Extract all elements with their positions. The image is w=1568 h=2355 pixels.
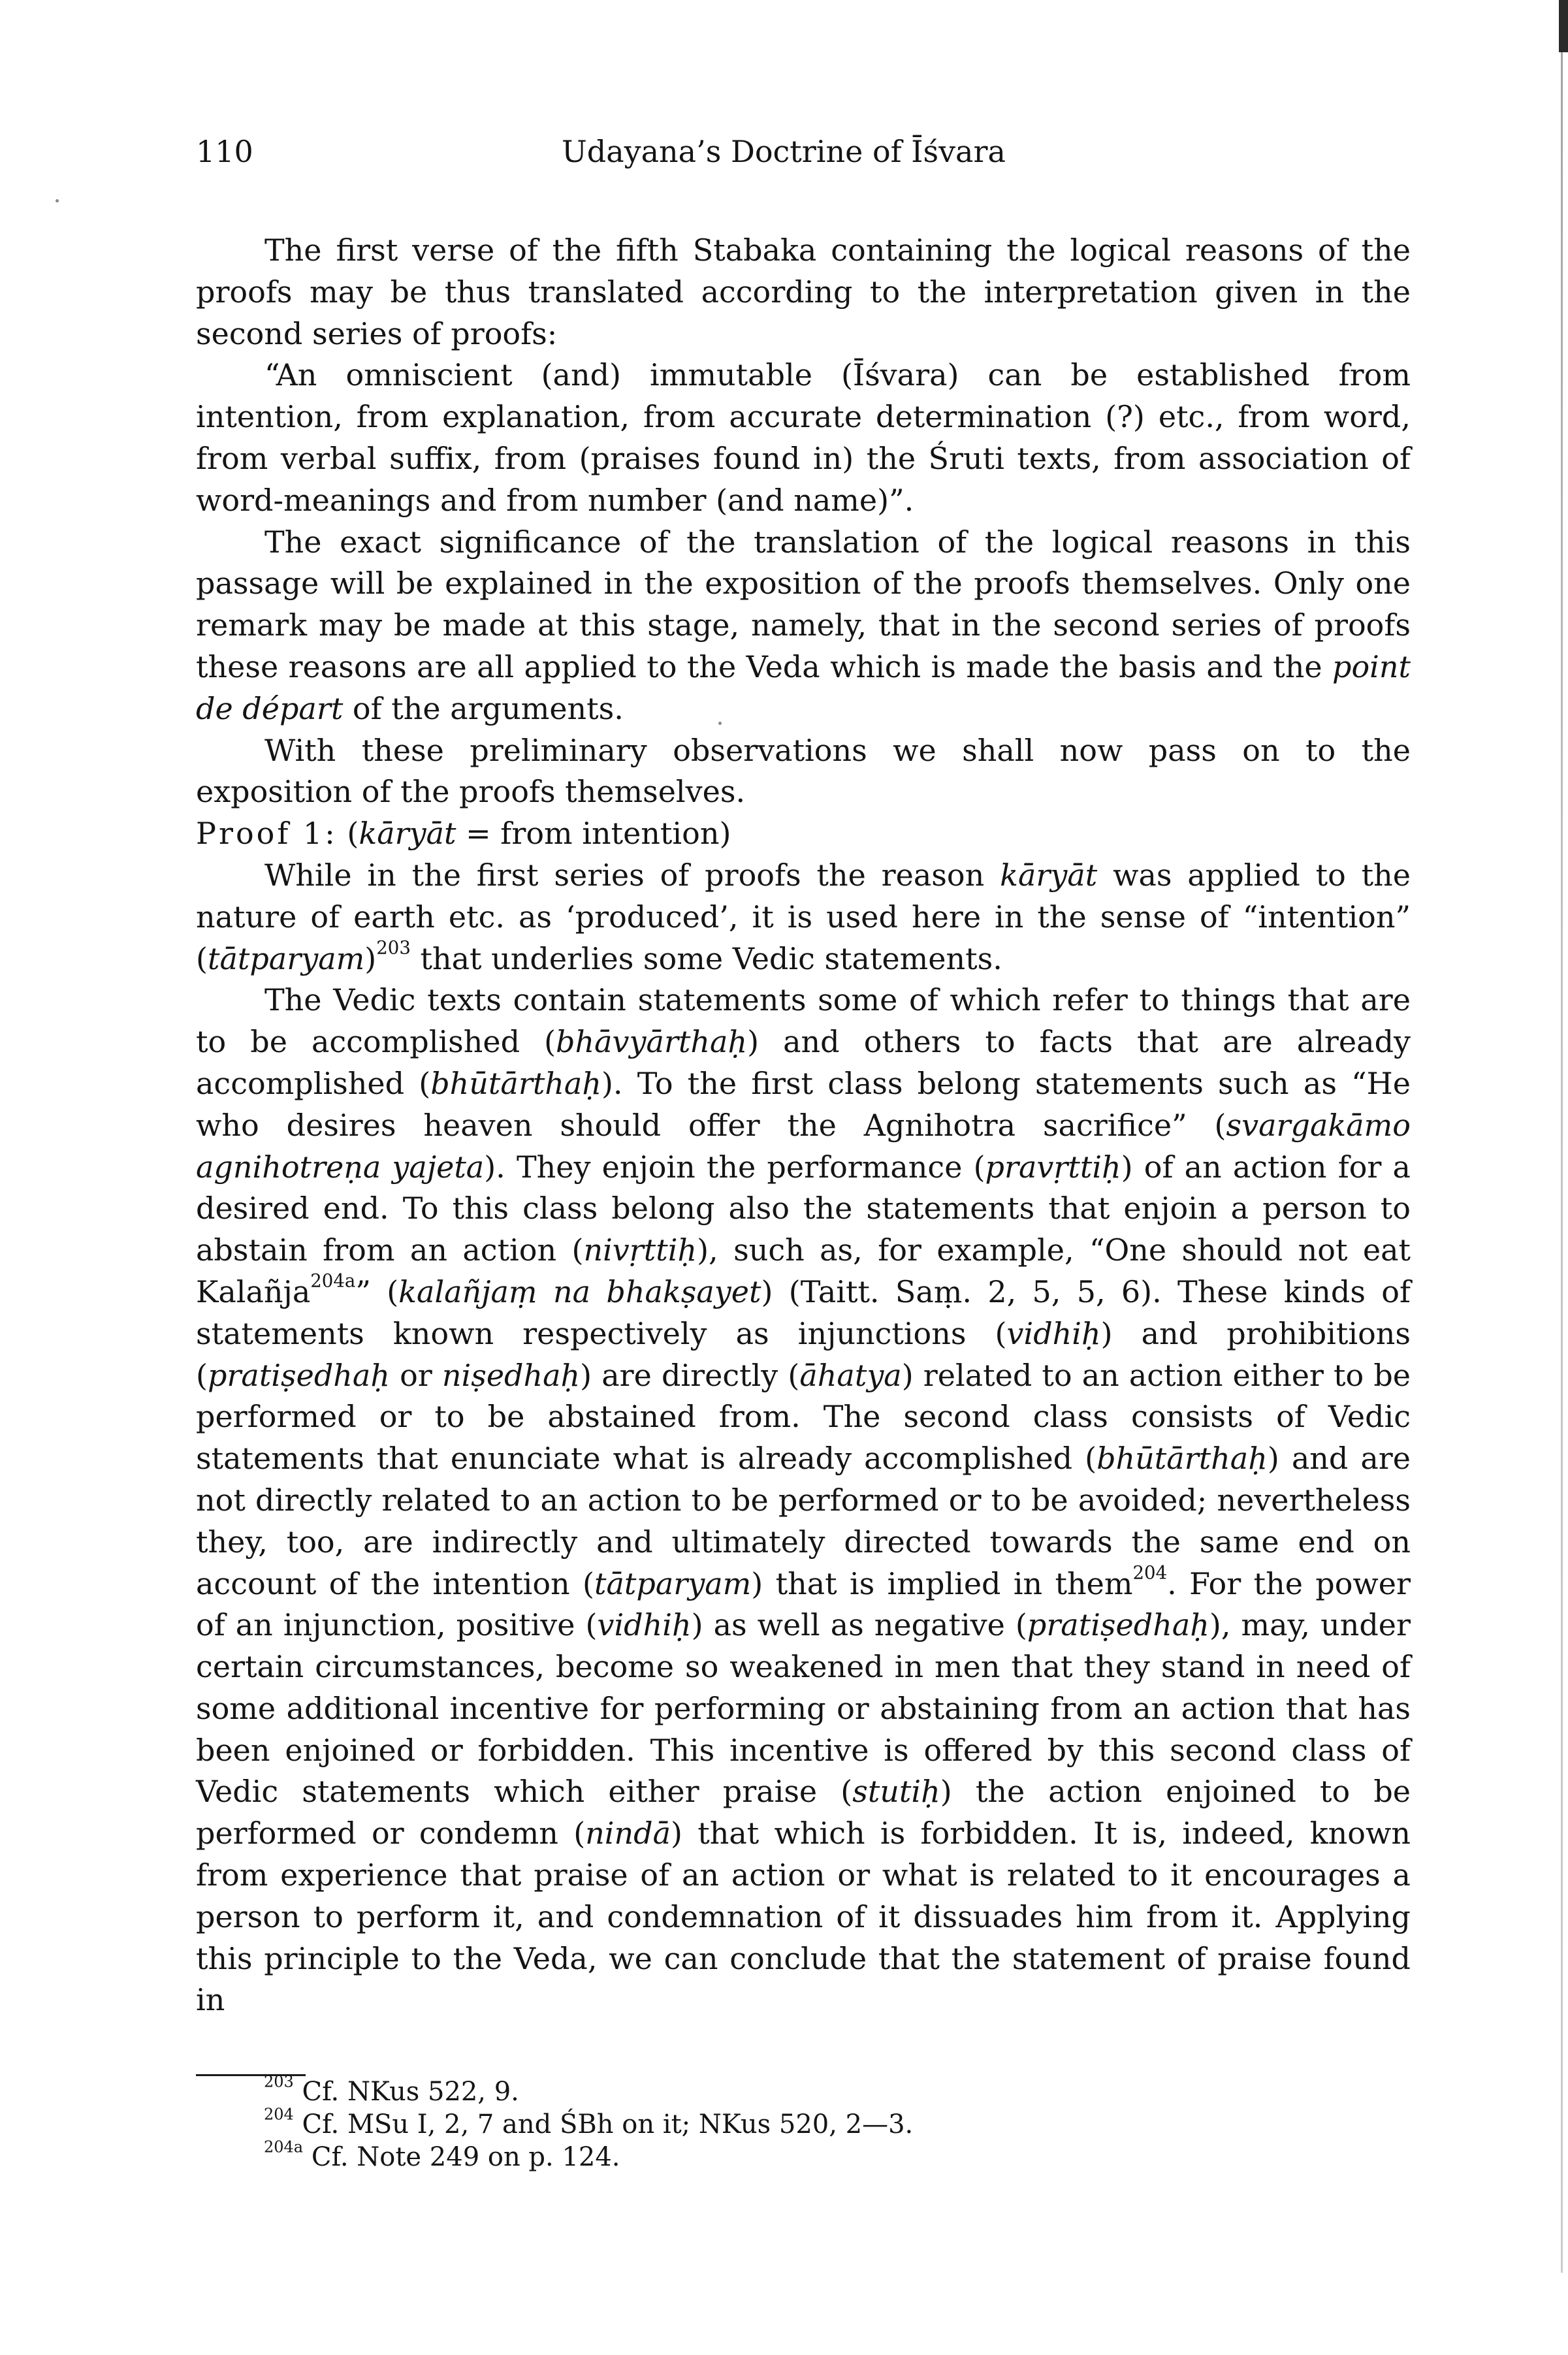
italic-term: pratiṣedhaḥ bbox=[207, 1357, 390, 1393]
paragraph-text: that underlies some Vedic statements. bbox=[410, 940, 1002, 976]
footnote-text: Cf. Note 249 on p. 124. bbox=[303, 2142, 620, 2172]
scan-edge-mark bbox=[1559, 0, 1568, 52]
paragraph-text: ), may, under certain circumstances, become so weakened in men that they stand in need of some additional incentive for performing or abstaining from an action that has been enjoined or forbidden. This incentive is offered by this second class of Vedic statements which either praise ( bbox=[196, 1607, 1411, 1810]
footnote-mark: 204 bbox=[264, 2105, 294, 2124]
paragraph-text: ) and others to facts that are already accomplished ( bbox=[196, 1024, 1411, 1101]
paragraph-text: . For the power of an injunction, positive ( bbox=[196, 1565, 1411, 1643]
italic-term: niṣedhaḥ bbox=[441, 1357, 581, 1393]
paragraph-text: ) and are not directly related to an action to be performed or to be avoided; nevertheless they, too, are indirectly and ultimately directed towards the same end on account of the intention ( bbox=[196, 1441, 1411, 1601]
italic-term: tātparyam bbox=[207, 940, 365, 976]
italic-term: svargakāmo agnihotreṇa yajeta bbox=[196, 1107, 1411, 1185]
paragraph-text: ) are directly ( bbox=[580, 1357, 800, 1393]
footnote-204 bbox=[264, 2105, 1374, 2141]
paragraph-text: ) as well as negative ( bbox=[691, 1607, 1027, 1643]
paragraph-text: ) and prohibitions ( bbox=[196, 1315, 1411, 1393]
paragraph-text: The first verse of the fifth Stabaka containing the logical reasons of the proofs may be thus translated according to the interpretation given in the second series of proofs: bbox=[196, 232, 1411, 351]
paragraph-text: The exact significance of the translation of the logical reasons in this passage will be explained in the exposition of the proofs themselves. Only one remark may be made at this stage, namely, that in the second series of proofs these reasons are all applied to the Veda which is made the basis and the bbox=[196, 524, 1411, 684]
paragraph-preliminary bbox=[196, 730, 1411, 814]
footnote-text: Cf. NKus 522, 9. bbox=[293, 2077, 519, 2107]
paragraph-text: ) bbox=[364, 940, 377, 976]
proof-label: Proof 1: bbox=[196, 816, 338, 852]
page-number: 110 bbox=[196, 134, 253, 169]
footnote-text: Cf. MSu I, 2, 7 and ŚBh on it; NKus 520, 2—3. bbox=[293, 2109, 914, 2139]
paragraph-text: ) (Taitt. Saṃ. 2, 5, 5, 6). These kinds of statements known respectively as injunctions ( bbox=[196, 1274, 1411, 1351]
italic-term: kāryāt bbox=[1000, 857, 1098, 893]
footnote-mark: 203 bbox=[264, 2072, 294, 2091]
paragraph-text: With these preliminary observations we shall now pass on to the exposition of the proofs themselves. bbox=[196, 732, 1411, 810]
footnote-mark: 204a bbox=[264, 2138, 304, 2156]
paragraph-text: ) the action enjoined to be performed or condemn ( bbox=[196, 1774, 1411, 1851]
footnote-204a bbox=[264, 2138, 1374, 2173]
italic-term: āhatya bbox=[799, 1357, 902, 1393]
proof-text: = from intention) bbox=[456, 816, 731, 852]
paragraph-text: ” ( bbox=[355, 1274, 399, 1309]
footnote-ref: 204a bbox=[310, 1270, 356, 1292]
italic-term: bhūtārthaḥ bbox=[1096, 1441, 1268, 1477]
paragraph-vedic-texts bbox=[196, 980, 1411, 2021]
paragraph-text: ), such as, for example, “One should not eat Kalañja bbox=[196, 1232, 1411, 1309]
italic-term: vidhiḥ bbox=[1006, 1315, 1101, 1351]
footnote-203 bbox=[264, 2072, 1374, 2108]
paragraph-text: ). To the first class belong statements such as “He who desires heaven should offer the Agnihotra sacrifice” ( bbox=[196, 1065, 1411, 1143]
italic-term: nindā bbox=[585, 1816, 671, 1851]
paragraph-text: ) related to an action either to be performed or to be abstained from. The second class consists of Vedic statements that enunciate what is already accomplished ( bbox=[196, 1357, 1411, 1477]
italic-term: bhūtārthaḥ bbox=[430, 1065, 601, 1101]
paragraph-text: ). They enjoin the performance ( bbox=[484, 1149, 985, 1185]
proof-text: ( bbox=[337, 816, 359, 852]
paragraph-text: The Vedic texts contain statements some of which refer to things that are to be accomplished ( bbox=[196, 982, 1411, 1060]
paragraph-text: While in the first series of proofs the reason bbox=[264, 857, 1000, 893]
italic-term: vidhiḥ bbox=[597, 1607, 692, 1643]
paragraph-text: or bbox=[389, 1357, 442, 1393]
italic-term: nivṛttiḥ bbox=[583, 1232, 697, 1268]
proof-term: kāryāt bbox=[359, 816, 456, 852]
running-title: Udayana’s Doctrine of Īśvara bbox=[562, 134, 1006, 169]
paragraph-text: was applied to the nature of earth etc. as ‘produced’, it is used here in the sense of “intention” ( bbox=[196, 857, 1411, 976]
paragraph-verse-translation bbox=[196, 355, 1411, 521]
italic-term: tātparyam bbox=[594, 1565, 752, 1601]
scan-speck bbox=[718, 722, 722, 725]
italic-term: kalañjaṃ na bhakṣayet bbox=[398, 1274, 761, 1309]
italic-term: pratiṣedhaḥ bbox=[1027, 1607, 1209, 1643]
paragraph-text: of the arguments. bbox=[343, 690, 624, 726]
paragraph-text: ) that is implied in them bbox=[751, 1565, 1133, 1601]
paragraph-text: ) of an action for a desired end. To this class belong also the statements that enjoin a person to abstain from an action ( bbox=[196, 1149, 1411, 1268]
paragraph-text: ) that which is forbidden. It is, indeed, known from experience that praise of an action or what is related to it encourages a person to perform it, and condemnation of it dissuades him from it. Applying this principle to the Veda, we can conclude that the statement of praise found in bbox=[196, 1816, 1411, 2018]
paragraph-proof-intro bbox=[196, 855, 1411, 980]
footnote-ref: 203 bbox=[376, 937, 411, 959]
footnotes bbox=[264, 2072, 1374, 2173]
paragraph-text: “An omniscient (and) immutable (Īśvara) can be established from intention, from explanation, from accurate determination (?) etc., from word, from verbal suffix, from (praises found in) the Śruti texts, from association of word-meanings and from number (and name)”. bbox=[196, 357, 1411, 518]
proof-heading bbox=[196, 813, 1411, 855]
italic-term: stutiḥ bbox=[852, 1774, 940, 1810]
italic-phrase: point de départ bbox=[196, 649, 1411, 726]
scan-speck bbox=[56, 199, 59, 202]
running-head bbox=[196, 134, 1411, 186]
body-text bbox=[196, 230, 1411, 2021]
paragraph-verse-intro bbox=[196, 230, 1411, 355]
italic-term: bhāvyārthaḥ bbox=[556, 1024, 748, 1060]
scan-edge-line bbox=[1561, 52, 1563, 2273]
italic-term: pravṛttiḥ bbox=[985, 1149, 1121, 1185]
paragraph-significance bbox=[196, 522, 1411, 730]
footnote-ref: 204 bbox=[1132, 1562, 1168, 1584]
